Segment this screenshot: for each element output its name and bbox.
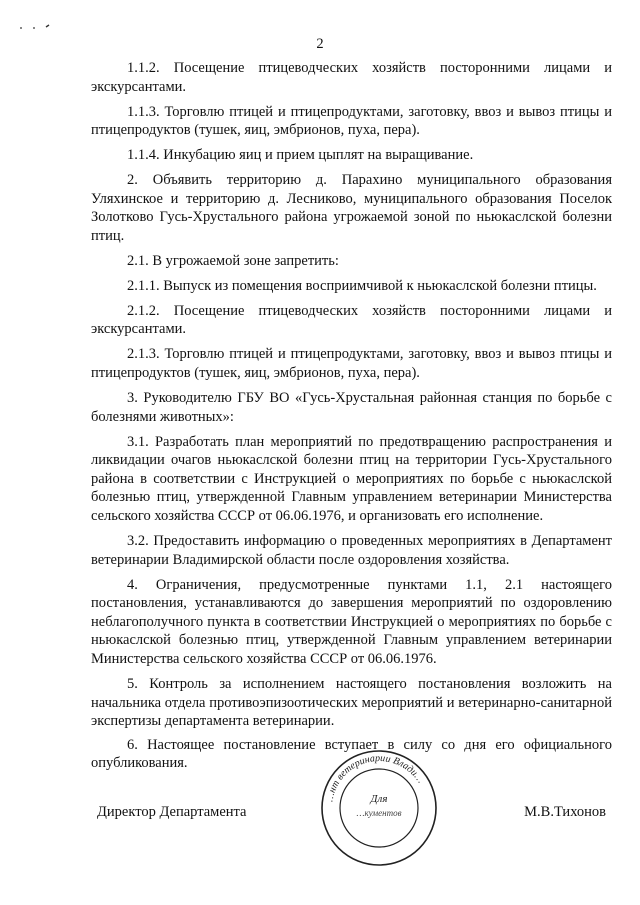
stamp-inner-line-2: …кументов: [356, 808, 402, 818]
paragraph-4: 4. Ограничения, предусмотренные пунктами 1.1, 2.1 настоящего постановления, устанавливаются до завершения мероприятий по оздоровлению неблагополучного пункта в соответствии Инструкцией о мероприятиях по борьбе с ньюкаслской болезнью птиц, утвержденной Главным управлением ветеринарии Министерства сельского хозяйства СССР от 06.06.1976.: [91, 576, 612, 667]
paragraph-3-1: 3.1. Разработать план мероприятий по предотвращению распространения и ликвидации очагов ньюкаслской болезни птиц на территории Гусь-Хрустального района в соответствии с Инструкцией о мероприятиях по борьбе с ньюкаслской болезнью птиц, утвержденной Главным управлением ветеринарии Министерства сельского хозяйства СССР от 06.06.1976, и организовать его исполнение.: [91, 433, 612, 524]
paragraph-3: 3. Руководителю ГБУ ВО «Гусь-Хрустальная районная станция по борьбе с болезнями животных»:: [91, 390, 612, 425]
stamp-ring-text: …нт ветеринарии Влади…: [324, 752, 426, 803]
stamp-inner-line-1: Для: [370, 793, 388, 805]
scan-specks: [18, 20, 58, 32]
paragraph-3-2: 3.2. Предоставить информацию о проведенных мероприятиях в Департамент ветеринарии Владимирской области после оздоровления хозяйства.: [91, 532, 612, 568]
paragraph-5: 5. Контроль за исполнением настоящего постановления возложить на начальника отдела противоэпизоотических мероприятий и ветеринарно-санитарной экспертизы департамента ветеринарии.: [91, 675, 612, 730]
paragraph-1-1-2: 1.1.2. Посещение птицеводческих хозяйств посторонними лицами и экскурсантами.: [91, 60, 612, 95]
paragraph-1-1-4: 1.1.4. Инкубацию яиц и прием цыплят на выращивание.: [127, 147, 474, 164]
paragraph-2: 2. Объявить территорию д. Парахино муниципального образования Уляхинское и территорию д. Лесниково, муниципального образования Поселок Золотково Гусь-Хрустального района угрожаемой зоной по ньюкаслской болезни птиц.: [91, 172, 612, 244]
official-stamp: [318, 748, 440, 868]
paragraph-2-1-3: 2.1.3. Торговлю птицей и птицепродуктами, заготовку, ввоз и вывоз птицы и птицепродуктов (тушек, яиц, эмбрионов, пуха, пера).: [91, 346, 612, 382]
signatory-name: М.В.Тихонов: [524, 804, 606, 820]
paragraph-2-1: 2.1. В угрожаемой зоне запретить:: [127, 252, 339, 269]
paragraph-2-1-1: 2.1.1. Выпуск из помещения восприимчивой к ньюкаслской болезни птицы.: [127, 277, 597, 294]
paragraph-1-1-3: 1.1.3. Торговлю птицей и птицепродуктами, заготовку, ввоз и вывоз птицы и птицепродуктов (тушек, яиц, эмбрионов, пуха, пера).: [91, 103, 612, 139]
paragraph-6: 6. Настоящее постановление вступает в силу со дня его официального опубликования.: [91, 736, 612, 772]
document-body: [91, 59, 612, 778]
signatory-position: Директор Департамента: [97, 804, 247, 820]
paragraph-2-1-2: 2.1.2. Посещение птицеводческих хозяйств посторонними лицами и экскурсантами.: [91, 302, 612, 338]
page-number: 2: [316, 36, 324, 52]
